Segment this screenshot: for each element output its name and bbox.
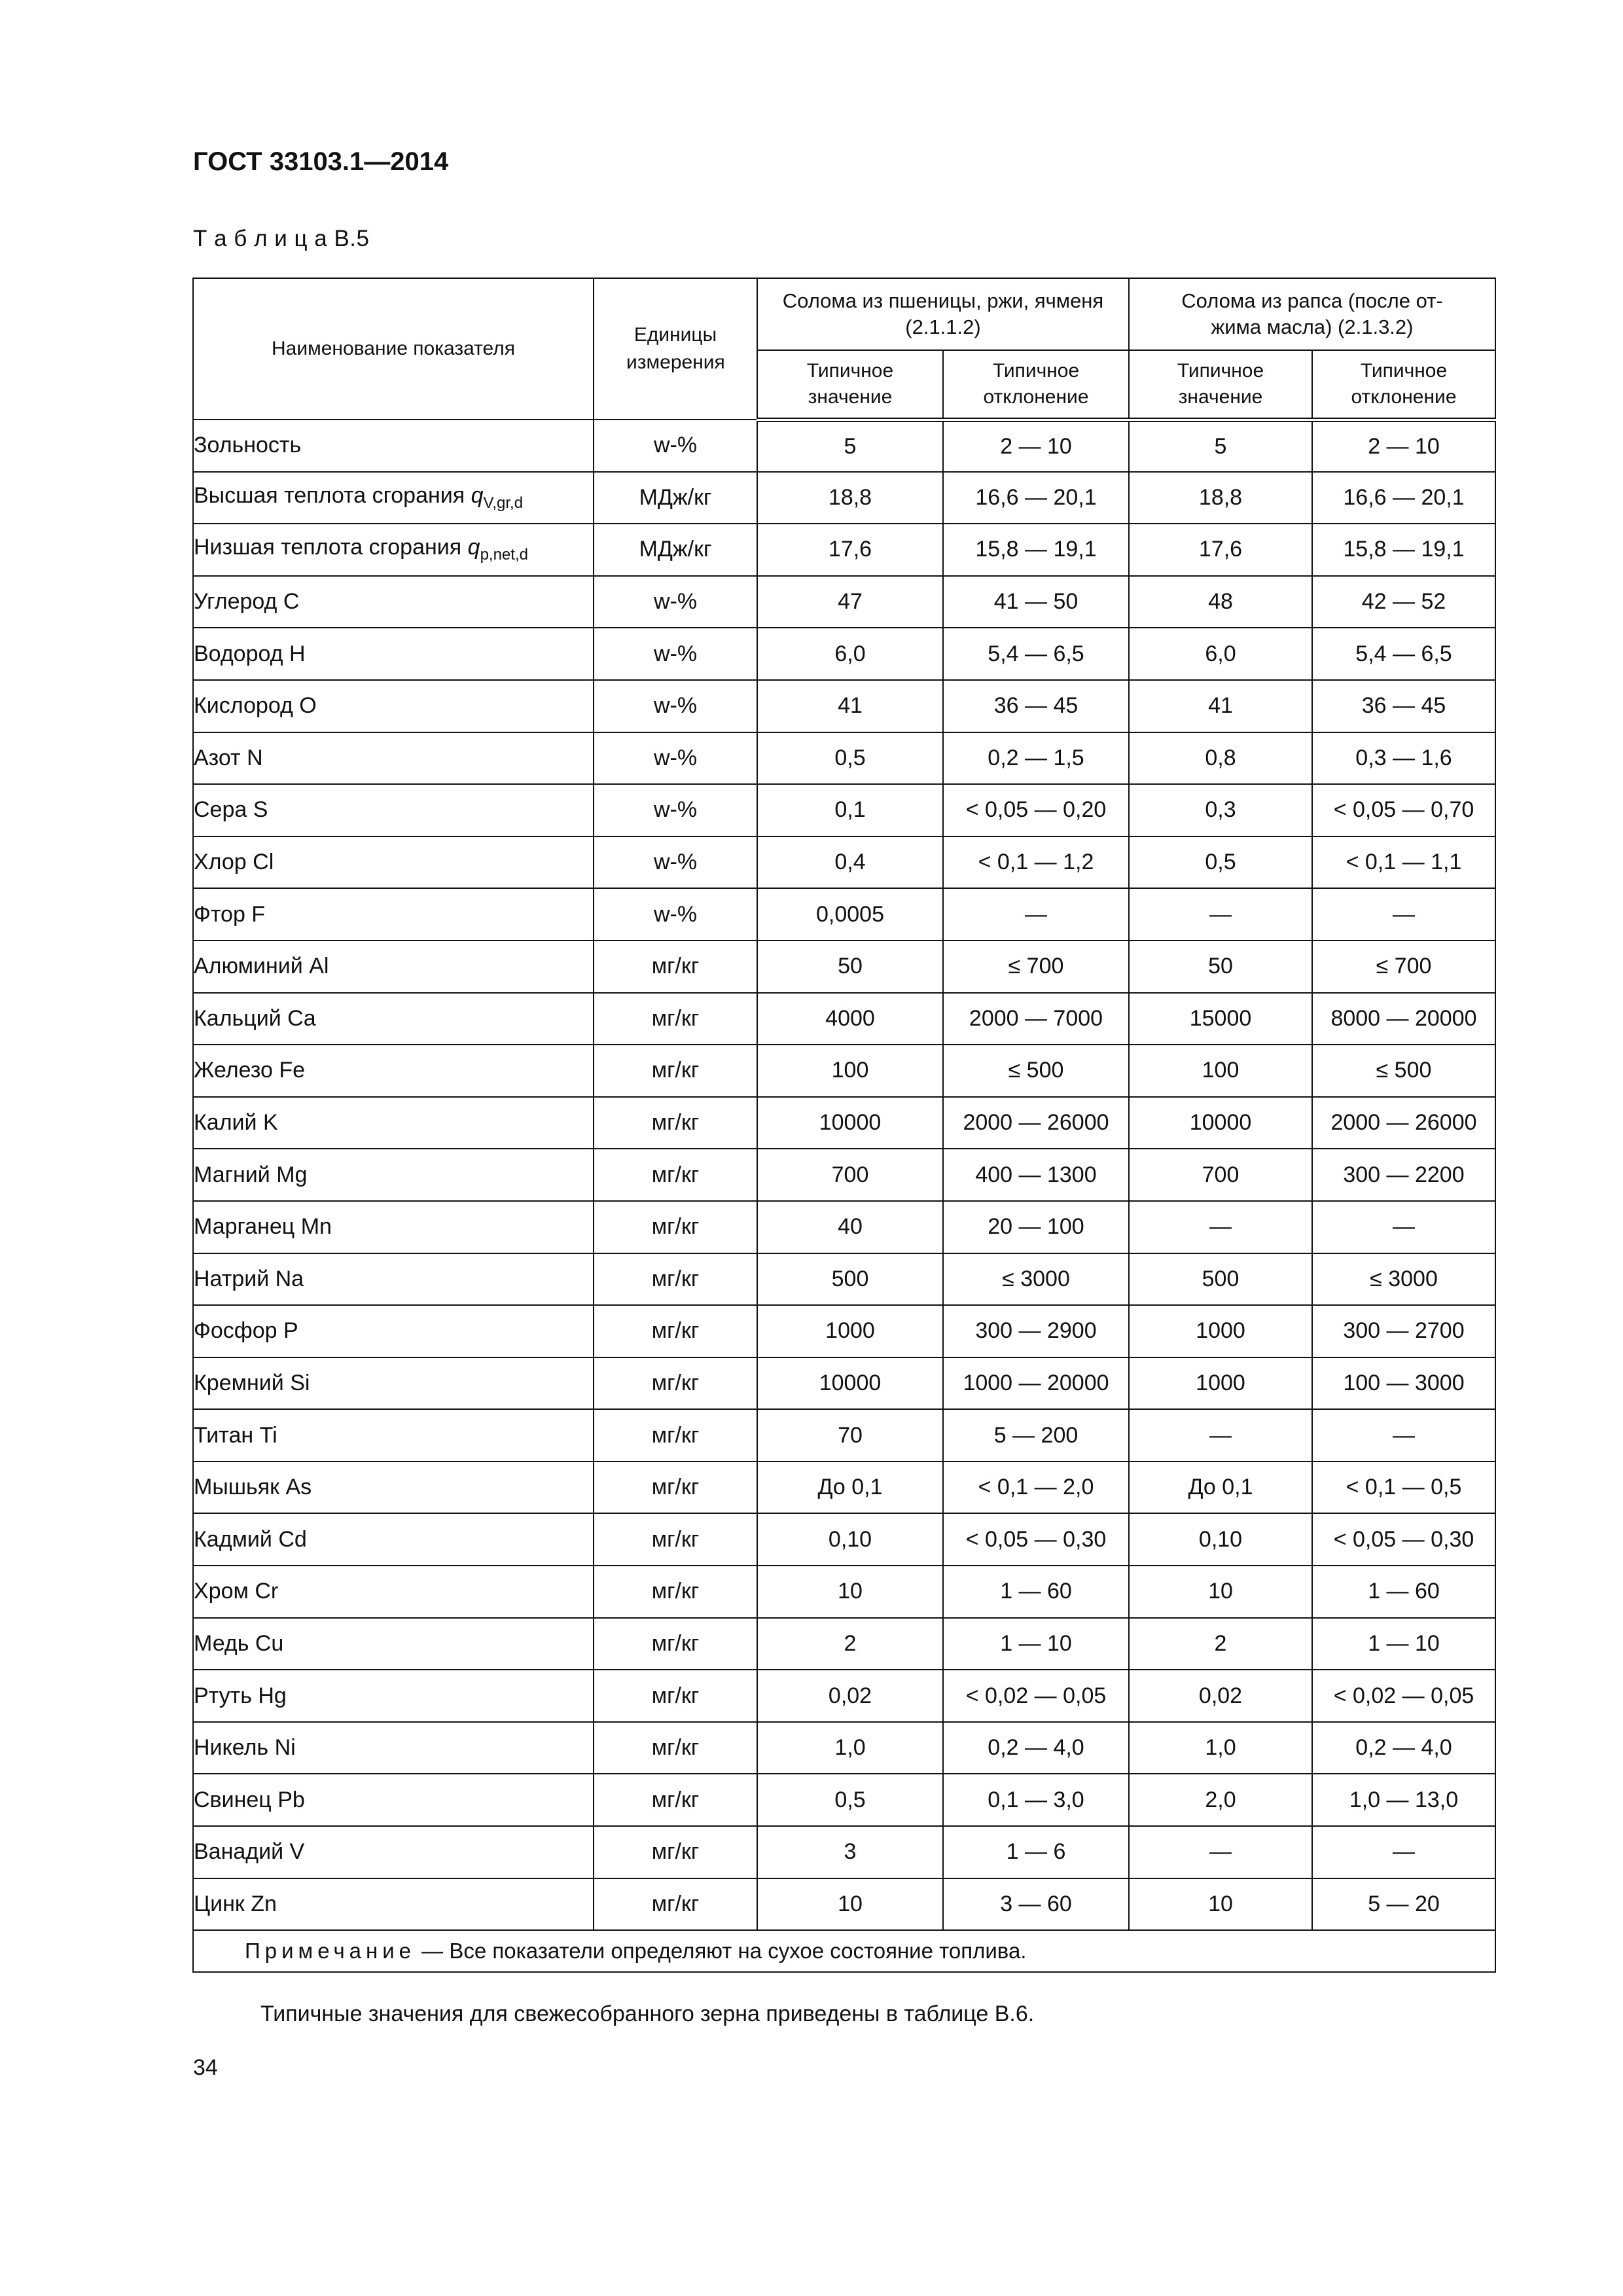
table-row [193,1722,1495,1774]
typical-deviation-2-cell: 16,6 — 20,1 [1312,472,1495,524]
indicator-name-cell [193,1566,594,1618]
typical-value-1-cell: 2 [757,1618,943,1670]
indicator-name-cell [193,1670,594,1722]
indicator-name: Хлор Cl [194,850,274,875]
indicator-name: Высшая теплота сгорания [194,482,465,508]
typical-deviation-2-cell: < 0,05 — 0,30 [1312,1513,1495,1566]
unit-cell: мг/кг [594,1462,757,1514]
typical-value-1-cell: 0,5 [757,732,943,785]
data-table [192,278,1496,1973]
typical-value-1-cell: 500 [757,1253,943,1306]
typical-value-1-cell: 4000 [757,993,943,1045]
typical-deviation-2-cell: < 0,02 — 0,05 [1312,1670,1495,1722]
typical-deviation-1-cell: 15,8 — 19,1 [943,524,1129,576]
indicator-name-cell [193,420,594,472]
typical-deviation-1-cell: < 0,05 — 0,20 [943,784,1129,836]
typical-deviation-2-cell: < 0,05 — 0,70 [1312,784,1495,836]
note-text: — Все показатели определяют на сухое состояние топлива. [416,1939,1027,1964]
typical-deviation-1-cell: ≤ 3000 [943,1253,1129,1306]
typical-deviation-1-cell: 1 — 6 [943,1826,1129,1878]
indicator-name: Калий K [194,1110,278,1136]
typical-value-2-cell: 1,0 [1129,1722,1312,1774]
indicator-name: Свинец Pb [194,1787,305,1812]
typical-value-2-cell: 6,0 [1129,628,1312,680]
typical-deviation-1-cell: 2000 — 7000 [943,993,1129,1045]
typical-value-2-cell: 0,5 [1129,836,1312,889]
typical-value-2-cell: 10000 [1129,1097,1312,1149]
table-body [193,420,1495,1930]
typical-value-2-cell: 700 [1129,1149,1312,1201]
typical-value-2-cell: 5 [1129,420,1312,472]
unit-cell: мг/кг [594,1305,757,1357]
typical-deviation-1-cell: 20 — 100 [943,1201,1129,1253]
indicator-name: Медь Cu [194,1630,284,1656]
typical-value-1-cell: 10 [757,1878,943,1931]
indicator-name: Кадмий Cd [194,1526,307,1552]
typical-value-1-cell: 70 [757,1409,943,1462]
indicator-name: Цинк Zn [194,1891,277,1916]
typical-value-2-cell: 10 [1129,1566,1312,1618]
indicator-name: Железо Fe [194,1058,305,1083]
indicator-name-cell [193,888,594,941]
unit-cell: мг/кг [594,1253,757,1306]
typical-value-1-cell: 10 [757,1566,943,1618]
indicator-name: Ртуть Hg [194,1683,287,1708]
unit-cell: мг/кг [594,1045,757,1097]
indicator-name: Зольность [194,433,302,458]
table-row [193,732,1495,785]
table-row [193,576,1495,628]
note-label: Примечание [245,1939,416,1964]
typical-value-2-cell: 0,3 [1129,784,1312,836]
typical-value-2-cell: 1000 [1129,1357,1312,1410]
table-caption: Т а б л и ц а В.5 [193,226,370,251]
typical-deviation-1-cell: ≤ 700 [943,941,1129,993]
unit-cell: мг/кг [594,1201,757,1253]
typical-deviation-1-cell: ≤ 500 [943,1045,1129,1097]
unit-cell: w-% [594,576,757,628]
table-row [193,1201,1495,1253]
table-row [193,1774,1495,1826]
table-row [193,1618,1495,1670]
indicator-name: Водород H [194,641,306,666]
typical-value-2-cell: 0,10 [1129,1513,1312,1566]
typical-deviation-1-cell: < 0,05 — 0,30 [943,1513,1129,1566]
indicator-name: Низшая теплота сгорания [194,535,462,560]
typical-deviation-2-cell: < 0,1 — 0,5 [1312,1462,1495,1514]
typical-value-1-cell: 0,0005 [757,888,943,941]
typical-value-1-cell: 1,0 [757,1722,943,1774]
column-header-name: Наименование показателя [193,278,594,420]
subheader-typical-deviation-1: Типичное отклонение [943,350,1129,420]
table-row [193,1566,1495,1618]
indicator-name: Марганец Mn [194,1214,332,1240]
table-row [193,836,1495,889]
table-row [193,1045,1495,1097]
typical-deviation-1-cell: 0,2 — 4,0 [943,1722,1129,1774]
typical-value-2-cell: 18,8 [1129,472,1312,524]
unit-cell: мг/кг [594,1149,757,1201]
table-row [193,1305,1495,1357]
indicator-name-cell [193,1201,594,1253]
typical-value-2-cell: 48 [1129,576,1312,628]
typical-deviation-1-cell: 0,1 — 3,0 [943,1774,1129,1826]
typical-value-2-cell: 50 [1129,941,1312,993]
table-row [193,1826,1495,1878]
typical-value-2-cell: 100 [1129,1045,1312,1097]
typical-value-2-cell: 500 [1129,1253,1312,1306]
indicator-name-cell [193,1826,594,1878]
typical-value-1-cell: 0,4 [757,836,943,889]
typical-deviation-2-cell: 1 — 60 [1312,1566,1495,1618]
typical-value-2-cell: 2,0 [1129,1774,1312,1826]
unit-cell: мг/кг [594,1566,757,1618]
typical-value-1-cell: 1000 [757,1305,943,1357]
unit-cell: мг/кг [594,1097,757,1149]
table-row [193,472,1495,524]
typical-value-2-cell: 0,02 [1129,1670,1312,1722]
table-note [193,1930,1495,1972]
typical-value-2-cell: 15000 [1129,993,1312,1045]
typical-deviation-2-cell: — [1312,1409,1495,1462]
typical-deviation-2-cell: 1 — 10 [1312,1618,1495,1670]
column-header-unit: Единицы измерения [594,278,757,420]
unit-cell: w-% [594,784,757,836]
page-number: 34 [193,2055,218,2080]
quantity-symbol: q [467,535,480,560]
typical-deviation-2-cell: 5 — 20 [1312,1878,1495,1931]
typical-deviation-1-cell: < 0,1 — 2,0 [943,1462,1129,1514]
typical-deviation-1-cell: 5,4 — 6,5 [943,628,1129,680]
indicator-name-cell [193,784,594,836]
table-row [193,628,1495,680]
typical-value-1-cell: 5 [757,420,943,472]
typical-deviation-1-cell: 1000 — 20000 [943,1357,1129,1410]
indicator-name: Сера S [194,797,268,823]
typical-deviation-2-cell: 100 — 3000 [1312,1357,1495,1410]
unit-cell: w-% [594,888,757,941]
typical-deviation-1-cell: — [943,888,1129,941]
indicator-name: Титан Ti [194,1422,277,1448]
unit-cell: мг/кг [594,1670,757,1722]
indicator-name: Магний Mg [194,1162,308,1187]
typical-deviation-1-cell: 400 — 1300 [943,1149,1129,1201]
table-row [193,420,1495,472]
typical-value-1-cell: 47 [757,576,943,628]
unit-cell: мг/кг [594,1722,757,1774]
typical-value-1-cell: 100 [757,1045,943,1097]
indicator-name-cell [193,941,594,993]
table-row [193,1097,1495,1149]
indicator-name-cell [193,472,594,524]
typical-value-1-cell: 0,10 [757,1513,943,1566]
indicator-name-cell [193,836,594,889]
typical-value-2-cell: — [1129,1201,1312,1253]
unit-cell: МДж/кг [594,472,757,524]
typical-value-2-cell: — [1129,1826,1312,1878]
typical-deviation-2-cell: 300 — 2200 [1312,1149,1495,1201]
table-row [193,888,1495,941]
typical-deviation-1-cell: 36 — 45 [943,680,1129,732]
indicator-name: Фтор F [194,901,266,927]
indicator-name-cell [193,732,594,785]
table-row [193,1149,1495,1201]
typical-deviation-1-cell: 3 — 60 [943,1878,1129,1931]
typical-deviation-2-cell: 300 — 2700 [1312,1305,1495,1357]
unit-cell: мг/кг [594,1409,757,1462]
typical-deviation-2-cell: 8000 — 20000 [1312,993,1495,1045]
typical-deviation-2-cell: 0,2 — 4,0 [1312,1722,1495,1774]
reference-text: Типичные значения для свежесобранного зерна приведены в таблице В.6. [260,2001,1035,2026]
typical-value-2-cell: 2 [1129,1618,1312,1670]
typical-value-2-cell: 17,6 [1129,524,1312,576]
group-header-wheat-straw: Солома из пшеницы, ржи, ячменя (2.1.1.2) [757,278,1129,350]
typical-value-1-cell: До 0,1 [757,1462,943,1514]
table-row [193,1409,1495,1462]
indicator-name-cell [193,1462,594,1514]
typical-deviation-1-cell: 1 — 60 [943,1566,1129,1618]
unit-cell: w-% [594,732,757,785]
typical-value-1-cell: 0,1 [757,784,943,836]
indicator-name-cell [193,1722,594,1774]
subheader-typical-value-2: Типичное значение [1129,350,1312,420]
typical-deviation-1-cell: 41 — 50 [943,576,1129,628]
table-row [193,1513,1495,1566]
indicator-name: Алюминий Al [194,954,329,979]
typical-value-1-cell: 18,8 [757,472,943,524]
indicator-name: Кислород O [194,693,317,719]
indicator-name: Мышьяк As [194,1475,312,1500]
typical-deviation-2-cell: 2 — 10 [1312,420,1495,472]
table-row [193,1878,1495,1931]
unit-cell: мг/кг [594,1878,757,1931]
indicator-name-cell [193,1149,594,1201]
indicator-name-cell [193,1097,594,1149]
indicator-name-cell [193,1878,594,1931]
unit-cell: w-% [594,680,757,732]
typical-value-2-cell: — [1129,1409,1312,1462]
quantity-symbol: q [471,482,484,508]
table-row [193,524,1495,576]
typical-value-1-cell: 40 [757,1201,943,1253]
typical-deviation-2-cell: 5,4 — 6,5 [1312,628,1495,680]
typical-value-1-cell: 17,6 [757,524,943,576]
table-row [193,1253,1495,1306]
indicator-name: Хром Cr [194,1579,279,1604]
indicator-name-cell [193,1618,594,1670]
indicator-name-cell [193,1253,594,1306]
typical-value-2-cell: 41 [1129,680,1312,732]
indicator-name-cell [193,993,594,1045]
typical-deviation-1-cell: 2 — 10 [943,420,1129,472]
indicator-name: Натрий Na [194,1266,304,1291]
typical-deviation-2-cell: ≤ 700 [1312,941,1495,993]
table-row [193,784,1495,836]
typical-value-1-cell: 41 [757,680,943,732]
unit-cell: мг/кг [594,941,757,993]
indicator-name-cell [193,1513,594,1566]
typical-value-1-cell: 50 [757,941,943,993]
unit-cell: мг/кг [594,1618,757,1670]
typical-deviation-2-cell: 36 — 45 [1312,680,1495,732]
unit-cell: w-% [594,420,757,472]
indicator-name-cell [193,576,594,628]
unit-cell: мг/кг [594,993,757,1045]
subheader-typical-value-1: Типичное значение [757,350,943,420]
typical-deviation-2-cell: 42 — 52 [1312,576,1495,628]
subheader-typical-deviation-2: Типичное отклонение [1312,350,1495,420]
typical-deviation-1-cell: 2000 — 26000 [943,1097,1129,1149]
indicator-name: Кремний Si [194,1370,310,1395]
indicator-name-cell [193,1045,594,1097]
table-row [193,993,1495,1045]
unit-cell: мг/кг [594,1513,757,1566]
quantity-subscript: p,net,d [480,546,528,564]
indicator-name: Азот N [194,745,263,770]
typical-value-2-cell: — [1129,888,1312,941]
typical-deviation-2-cell: — [1312,1826,1495,1878]
indicator-name: Углерод C [194,589,300,615]
typical-deviation-2-cell: < 0,1 — 1,1 [1312,836,1495,889]
indicator-name-cell [193,1305,594,1357]
typical-deviation-2-cell: 2000 — 26000 [1312,1097,1495,1149]
typical-value-1-cell: 3 [757,1826,943,1878]
typical-value-2-cell: 10 [1129,1878,1312,1931]
indicator-name-cell [193,680,594,732]
indicator-name: Фосфор P [194,1318,298,1344]
table-row [193,1357,1495,1410]
unit-cell: мг/кг [594,1826,757,1878]
typical-value-2-cell: 1000 [1129,1305,1312,1357]
typical-value-1-cell: 0,02 [757,1670,943,1722]
typical-value-2-cell: До 0,1 [1129,1462,1312,1514]
indicator-name: Никель Ni [194,1735,296,1761]
typical-deviation-1-cell: 1 — 10 [943,1618,1129,1670]
unit-cell: мг/кг [594,1774,757,1826]
table-row [193,680,1495,732]
unit-cell: мг/кг [594,1357,757,1410]
indicator-name: Ванадий V [194,1839,305,1865]
unit-cell: w-% [594,836,757,889]
typical-value-1-cell: 10000 [757,1097,943,1149]
indicator-name: Кальций Ca [194,1005,316,1031]
indicator-name-cell [193,1409,594,1462]
typical-deviation-2-cell: 0,3 — 1,6 [1312,732,1495,785]
typical-deviation-1-cell: 300 — 2900 [943,1305,1129,1357]
typical-deviation-2-cell: — [1312,888,1495,941]
table-row [193,1462,1495,1514]
quantity-subscript: V,gr,d [483,493,524,512]
typical-value-2-cell: 0,8 [1129,732,1312,785]
table-row [193,941,1495,993]
typical-value-1-cell: 6,0 [757,628,943,680]
typical-deviation-2-cell: — [1312,1201,1495,1253]
indicator-name-cell [193,628,594,680]
typical-value-1-cell: 0,5 [757,1774,943,1826]
typical-deviation-1-cell: 5 — 200 [943,1409,1129,1462]
typical-deviation-1-cell: < 0,1 — 1,2 [943,836,1129,889]
indicator-name-cell [193,1774,594,1826]
indicator-name-cell [193,524,594,576]
typical-deviation-2-cell: 15,8 — 19,1 [1312,524,1495,576]
indicator-name-cell [193,1357,594,1410]
document-header: ГОСТ 33103.1—2014 [193,147,449,176]
typical-deviation-2-cell: ≤ 3000 [1312,1253,1495,1306]
unit-cell: w-% [594,628,757,680]
typical-deviation-1-cell: 0,2 — 1,5 [943,732,1129,785]
typical-deviation-2-cell: 1,0 — 13,0 [1312,1774,1495,1826]
table-row [193,1670,1495,1722]
typical-value-1-cell: 10000 [757,1357,943,1410]
typical-deviation-1-cell: < 0,02 — 0,05 [943,1670,1129,1722]
group-header-rapeseed-straw: Солома из рапса (после от-жима масла) (2.1.3.2) [1129,278,1495,350]
typical-deviation-2-cell: ≤ 500 [1312,1045,1495,1097]
typical-value-1-cell: 700 [757,1149,943,1201]
typical-deviation-1-cell: 16,6 — 20,1 [943,472,1129,524]
unit-cell: МДж/кг [594,524,757,576]
